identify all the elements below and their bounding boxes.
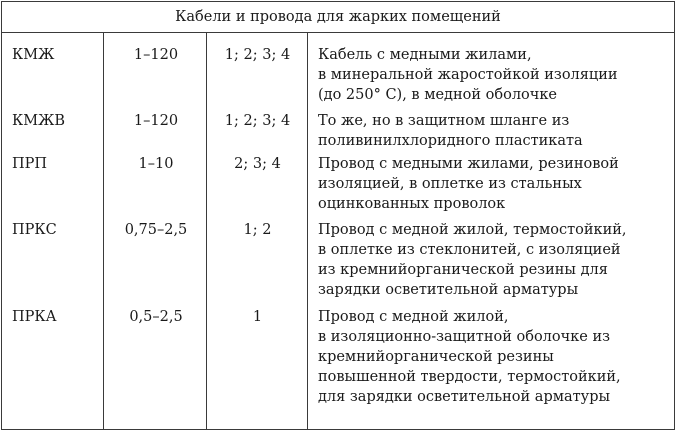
description-line: кремнийорганической резины xyxy=(318,349,554,365)
core-count: 1; 2 xyxy=(243,222,272,238)
core-count: 2; 3; 4 xyxy=(234,156,281,172)
table-title: Кабели и провода для жарких помещений xyxy=(2,2,674,33)
description-line: зарядки осветительной арматуры xyxy=(318,282,579,298)
core-count: 1; 2; 3; 4 xyxy=(224,113,291,129)
description-line: поливинилхлоридного пластиката xyxy=(318,133,583,149)
core-count: 1; 2; 3; 4 xyxy=(224,47,291,63)
cable-description xyxy=(318,220,627,300)
cable-mark: ПРКС xyxy=(12,222,57,238)
cable-mark: ПРКА xyxy=(12,309,57,325)
description-line: (до 250° С), в медной оболочке xyxy=(318,87,558,103)
cable-description xyxy=(318,45,618,105)
cross-section-range: 0,75–2,5 xyxy=(124,222,188,238)
cable-description xyxy=(318,154,619,214)
core-count: 1 xyxy=(252,309,263,325)
cable-table xyxy=(1,1,675,430)
description-line: То же, но в защитном шланге из xyxy=(318,113,570,129)
description-line: изоляцией, в оплетке из стальных xyxy=(318,176,582,192)
description-line: Провод с медной жилой, xyxy=(318,309,509,325)
column-divider-3 xyxy=(307,33,308,429)
cable-mark: КМЖВ xyxy=(12,113,66,129)
cable-description xyxy=(318,307,621,407)
description-line: Провод с медной жилой, термостойкий, xyxy=(318,222,627,238)
cross-section-range: 1–120 xyxy=(133,47,179,63)
cable-mark: ПРП xyxy=(12,156,48,172)
cross-section-range: 0,5–2,5 xyxy=(129,309,183,325)
description-line: из кремнийорганической резины для xyxy=(318,262,608,278)
description-line: в изоляционно-защитной оболочке из xyxy=(318,329,611,345)
description-line: Кабель с медными жилами, xyxy=(318,47,532,63)
description-line: для зарядки осветительной арматуры xyxy=(318,389,611,405)
description-line: в минеральной жаростойкой изоляции xyxy=(318,67,618,83)
description-line: Провод с медными жилами, резиновой xyxy=(318,156,619,172)
cable-mark: КМЖ xyxy=(12,47,55,63)
description-line: в оплетке из стеклонитей, с изоляцией xyxy=(318,242,621,258)
column-divider-1 xyxy=(103,33,104,429)
cross-section-range: 1–120 xyxy=(133,113,179,129)
cross-section-range: 1–10 xyxy=(138,156,174,172)
description-line: оцинкованных проволок xyxy=(318,196,506,212)
cable-description xyxy=(318,111,583,151)
description-line: повышенной твердости, термостойкий, xyxy=(318,369,621,385)
